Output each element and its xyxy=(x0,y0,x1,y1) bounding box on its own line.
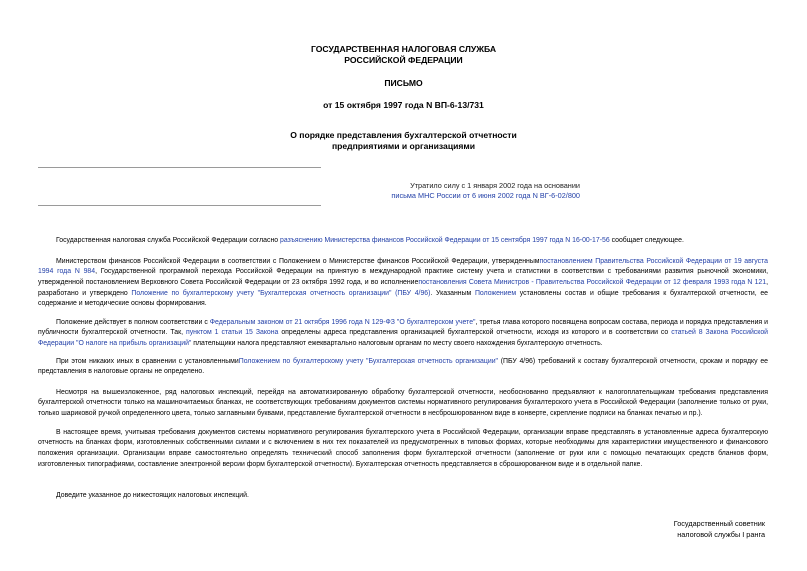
text-span: Министерством финансов Российской Федерации в соответствии с Положением о Министерстве финансов Российской Федерации, утвержденным xyxy=(56,257,540,265)
paragraph-2 xyxy=(38,257,768,310)
link-regulation[interactable]: Положением xyxy=(474,289,517,297)
signature-block xyxy=(674,518,765,540)
subject-line-1: О порядке представления бухгалтерской отчетности xyxy=(290,130,517,140)
paragraph-7 xyxy=(38,491,768,502)
signature-title-line-1: Государственный советник xyxy=(673,519,765,528)
issuing-authority xyxy=(200,44,607,65)
document-date-number: от 15 октября 1997 года N ВП-6-13/731 xyxy=(323,100,484,110)
text-span: Доведите указанное до нижестоящих налоговых инспекций. xyxy=(56,491,249,499)
text-span: сообщает следующее. xyxy=(609,236,684,244)
subject-line-2: предприятиями и организациями xyxy=(331,140,476,151)
text-span: плательщики налога представляют ежеквартально налоговым органам по месту своего нахождения бухгалтерскую отчетность. xyxy=(191,340,603,348)
text-span: . Указанным xyxy=(430,289,475,297)
authority-line-2: РОССИЙСКОЙ ФЕДЕРАЦИИ xyxy=(344,54,463,65)
link-article-15-clause-1[interactable]: пунктом 1 статьи 15 Закона xyxy=(185,329,279,337)
text-span: Положение действует в полном соответствии с xyxy=(56,318,210,326)
paragraph-1 xyxy=(38,236,768,247)
signature-title-line-2: налоговой службы I ранга xyxy=(677,530,765,539)
document-subject xyxy=(200,130,607,151)
link-pbu-4-96[interactable]: Положение по бухгалтерскому учету "Бухгалтерская отчетность организации" (ПБУ 4/96) xyxy=(131,289,431,297)
link-pbu-regulation[interactable]: Положением по бухгалтерскому учету "Бухгалтерская отчетность организации" xyxy=(238,357,498,365)
text-span: Несмотря на вышеизложенное, ряд налоговых инспекций, перейдя на автоматизированную обработку бухгалтерской отчетности, необоснованно предъявляют к налогоплательщикам требования представления бухгалтерской отчетности только на машиночитаемых бланках, не соответствующих требованиям документов системы нормативного регулирования бухгалтерского учета в Российской Федерации (заполнение только от руки, только шариковой ручкой определенного цвета, только заглавными буквами, представление бухгалтерской отчетности в несброшюрованном виде в конверте, скрепление подписи на бланках печатью и пр.). xyxy=(38,388,768,418)
link-profit-tax-law-article-8[interactable]: статьей 8 Закона Российской Федерации "О налоге на прибыль организаций" xyxy=(38,329,769,348)
text-span: определены адреса представления организацией бухгалтерской отчетности, исходя из которого и в соответствии со xyxy=(278,329,672,337)
text-span: При этом никаких иных в сравнении с установленными xyxy=(56,357,239,365)
status-note xyxy=(250,181,580,201)
text-span: , Государственной программой перехода Российской Федерации на принятую в международной практике систему учета и статистики в соответствии с требованиями развития рыночной экономики, утвержденной постановлением Верховного Совета Российской Федерации от 23 октября 1992 года, и во исполнение xyxy=(38,268,768,287)
paragraph-5 xyxy=(38,388,768,420)
link-minfin-clarification[interactable]: разъяснению Министерства финансов Российской Федерации от 15 сентября 1997 года N 16-00-17-56 xyxy=(280,236,610,244)
link-government-resolution-984[interactable]: постановлением Правительства Российской Федерации от 19 августа 1994 года N 984 xyxy=(38,257,768,276)
link-council-ministers-resolution-121[interactable]: постановления Совета Министров - Правительства Российской Федерации от 12 февраля 1993 года N 121 xyxy=(418,279,767,287)
text-span: (ПБУ 4/96) требований к составу бухгалтерской отчетности, срокам и порядку ее представления в налоговые органы не определено. xyxy=(38,357,768,376)
text-span: Государственная налоговая служба Российской Федерации согласно xyxy=(56,236,280,244)
paragraph-4 xyxy=(38,357,768,378)
text-span: В настоящее время, учитывая требования документов системы нормативного регулирования бухгалтерского учета в Российской Федерации, организации вправе представлять в установленные адреса бухгалтерскую отчетность на бланках форм, изготовленных собственными силами и с включением в них тех показателей из предусмотренных в типовых формах, которые необходимы для характеристики имущественного и финансового положения организации. Организации вправе самостоятельно определять технический способ заполнения форм бухгалтерской отчетности (заполнение от руки или с помощью печатающих средств бланков форм, изготовленных типографиями, составление электронной версии форм бухгалтерской отчетности). Бухгалтерская отчетность представляется в сброшюрованном виде и в отдельной папке. xyxy=(38,428,768,468)
authority-line-1: ГОСУДАРСТВЕННАЯ НАЛОГОВАЯ СЛУЖБА xyxy=(310,44,497,54)
document-type: ПИСЬМО xyxy=(384,78,423,88)
paragraph-3 xyxy=(38,318,768,350)
status-note-text: Утратило силу с 1 января 2002 года на основании xyxy=(410,181,580,190)
text-span: установлены состав и общие требования к бухгалтерской отчетности, ее содержание и методические основы формирования. xyxy=(38,289,768,308)
link-federal-law-129[interactable]: Федеральным законом от 21 октября 1996 года N 129-ФЗ "О бухгалтерском учете" xyxy=(209,318,476,326)
paragraph-6 xyxy=(38,428,768,470)
status-note-link[interactable]: письма МНС России от 6 июня 2002 года N ВГ-6-02/800 xyxy=(391,191,580,200)
text-span: , разработано и утверждено xyxy=(38,279,768,297)
text-span: , третья глава которого посвящена вопросам состава, периода и порядка представления и публичности бухгалтерской отчетности. Так, xyxy=(38,318,769,337)
divider-bottom xyxy=(38,205,321,206)
divider-top xyxy=(38,167,321,168)
